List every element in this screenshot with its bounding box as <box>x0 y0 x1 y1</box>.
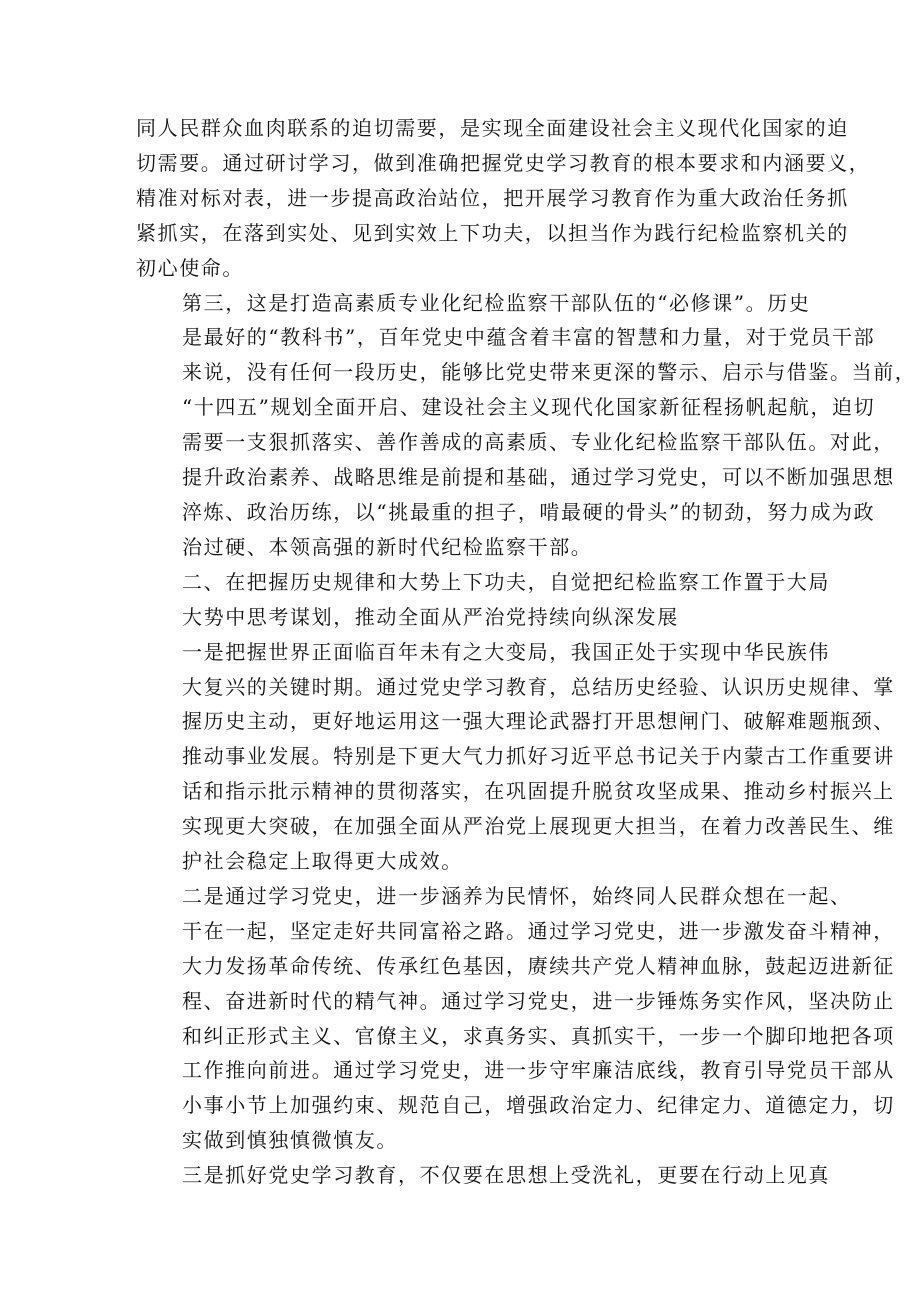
text-line: 工作推向前进。通过学习党史，进一步守牢廉洁底线，教育引导党员干部从 <box>182 1058 895 1083</box>
text-line: 话和指示批示精神的贯彻落实，在巩固提升脱贫攻坚成果、推动乡村振兴上 <box>182 779 895 804</box>
text-line: 一是把握世界正面临百年未有之大变局，我国正处于实现中华民族伟 <box>182 639 830 664</box>
text-line: 同人民群众血肉联系的迫切需要，是实现全面建设社会主义现代化国家的迫 <box>136 116 849 140</box>
text-line: 紧抓实，在落到实处、见到实效上下功夫，以担当作为践行纪检监察机关的 <box>136 220 849 245</box>
text-line: 护社会稳定上取得更大成效。 <box>182 849 463 874</box>
text-line: “十四五”规划全面开启、建设社会主义现代化国家新征程扬帆起航，迫切 <box>182 395 876 420</box>
text-line: 大复兴的关键时期。通过党史学习教育，总结历史经验、认识历史规律、掌 <box>182 674 895 699</box>
text-line: 提升政治素养、战略思维是前提和基础，通过学习党史，可以不断加强思想 <box>182 465 895 490</box>
paragraph-p2 <box>136 286 917 565</box>
text-line: 第三，这是打造高素质专业化纪检监察干部队伍的“必修课”。历史 <box>182 290 811 315</box>
paragraph-p1 <box>136 111 871 286</box>
text-line: 来说，没有任何一段历史，能够比党史带来更深的警示、启示与借鉴。当前， <box>182 360 917 385</box>
text-line: 程、奋进新时代的精气神。通过学习党史，进一步锤炼务实作风，坚决防止 <box>182 988 895 1013</box>
text-line: 治过硬、本领高强的新时代纪检监察干部。 <box>182 534 593 559</box>
text-line: 切需要。通过研讨学习，做到准确把握党史学习教育的根本要求和内涵要义， <box>136 150 871 175</box>
text-line: 干在一起，坚定走好共同富裕之路。通过学习党史，进一步激发奋斗精神， <box>182 918 895 943</box>
text-line: 和纠正形式主义、官僚主义，求真务实、真抓实干，一步一个脚印地把各项 <box>182 1023 895 1048</box>
text-line: 推动事业发展。特别是下更大气力抓好习近平总书记关于内蒙古工作重要讲 <box>182 744 895 769</box>
text-line: 实现更大突破，在加强全面从严治党上展现更大担当，在着力改善民生、维 <box>182 814 895 839</box>
text-line: 小事小节上加强约束、规范自己，增强政治定力、纪律定力、道德定力，切 <box>182 1093 895 1118</box>
text-line: 需要一支狠抓落实、善作善成的高素质、专业化纪检监察干部队伍。对此， <box>182 430 895 455</box>
text-line: 二是通过学习党史，进一步涵养为民情怀，始终同人民群众想在一起、 <box>182 883 852 908</box>
text-line: 实做到慎独慎微慎友。 <box>182 1128 398 1153</box>
text-line: 大势中思考谋划，推动全面从严治党持续向纵深发展 <box>182 604 679 629</box>
text-line: 大力发扬革命传统、传承红色基因，赓续共产党人精神血脉，鼓起迈进新征 <box>182 953 895 978</box>
paragraph-p4 <box>136 635 895 879</box>
paragraph-p6 <box>136 1158 830 1193</box>
text-line: 淬炼、政治历练，以“挑最重的担子，啃最硬的骨头”的韧劲，努力成为政 <box>182 499 876 524</box>
paragraph-p5 <box>136 879 895 1158</box>
text-line: 精准对标对表，进一步提高政治站位，把开展学习教育作为重大政治任务抓 <box>136 185 849 210</box>
document-body <box>136 111 917 1193</box>
text-line: 握历史主动，更好地运用这一强大理论武器打开思想闸门、破解难题瓶颈、 <box>182 709 895 734</box>
text-line: 三是抓好党史学习教育，不仅要在思想上受洗礼，更要在行动上见真 <box>182 1163 830 1188</box>
text-line: 初心使命。 <box>136 255 244 280</box>
text-line: 是最好的“教科书”，百年党史中蕴含着丰富的智慧和力量，对于党员干部 <box>182 325 876 350</box>
paragraph-p3 <box>136 565 830 635</box>
text-line: 二、在把握历史规律和大势上下功夫，自觉把纪检监察工作置于大局 <box>182 569 830 594</box>
